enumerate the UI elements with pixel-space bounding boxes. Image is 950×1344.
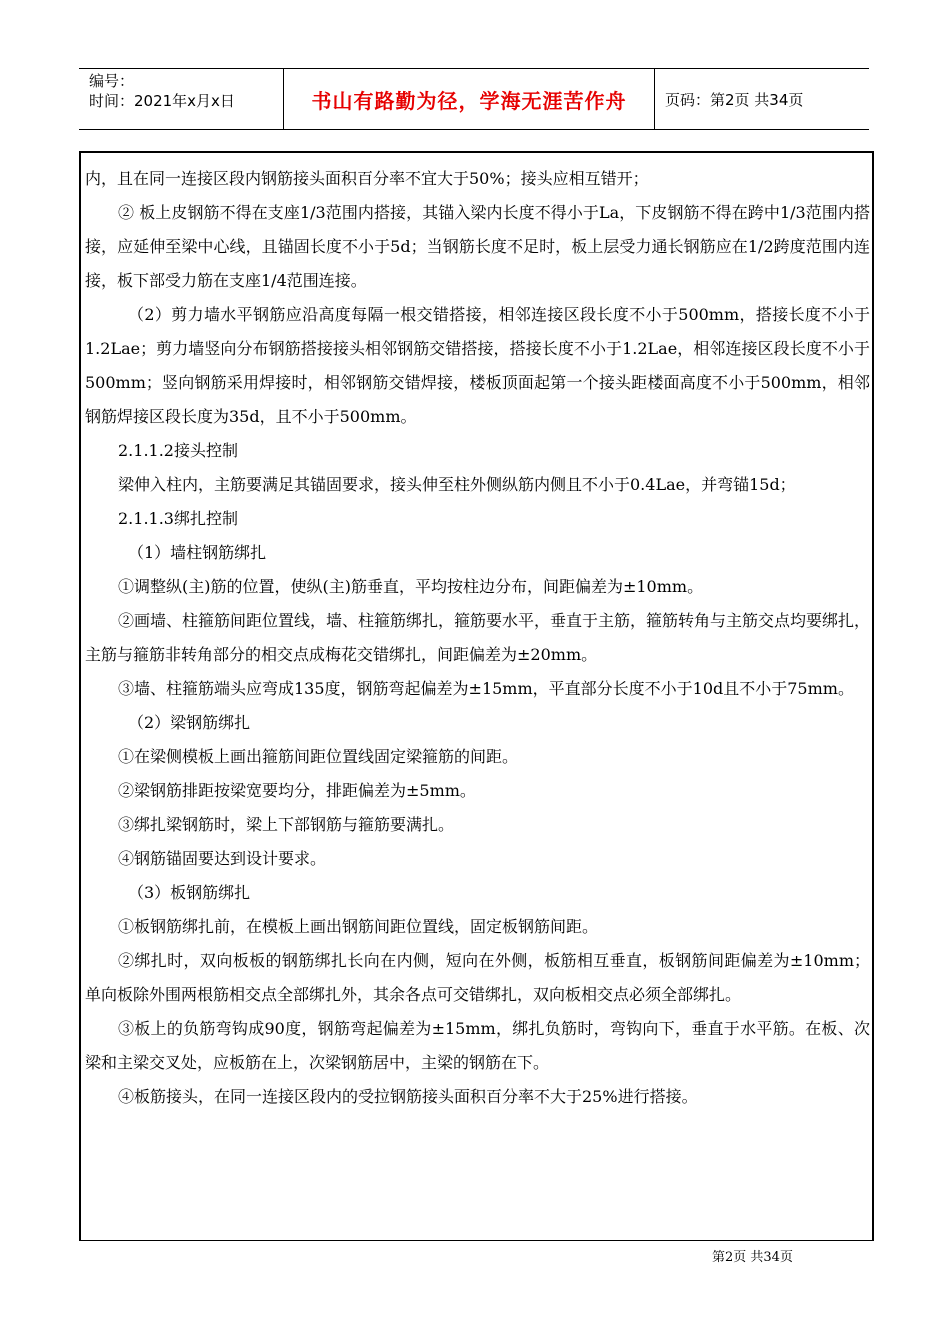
section-heading: 2.1.1.2接头控制 [118,441,238,460]
list-item: ④钢筋锚固要达到设计要求。 [118,849,327,868]
list-item: ③绑扎梁钢筋时，梁上下部钢筋与箍筋要满扎。 [118,815,455,834]
subsection-heading: （3）板钢筋绑扎 [128,883,251,902]
list-item: ④板筋接头，在同一连接区段内的受拉钢筋接头面积百分率不大于25%进行搭接。 [118,1087,698,1106]
list-item: ③墙、柱箍筋端头应弯成135度，钢筋弯起偏差为±15mm，平直部分长度不小于10d且不小于75mm。 [118,679,854,698]
list-item: ③板上的负筋弯钩成90度，钢筋弯起偏差为±15mm，绑扎负筋时，弯钩向下，垂直于水平筋。在板、次梁和主梁交叉处，应板筋在上，次梁钢筋居中，主梁的钢筋在下。 [85,1019,870,1072]
list-item: ①板钢筋绑扎前，在模板上画出钢筋间距位置线，固定板钢筋间距。 [118,917,599,936]
paragraph: （2）剪力墙水平钢筋应沿高度每隔一根交错搭接，相邻连接区段长度不小于500mm，搭接长度不小于1.2Lae；剪力墙竖向分布钢筋搭接接头相邻钢筋交错搭接，搭接长度不小于1.2Lae，相邻连接区段长度不小于500mm；竖向钢筋采用焊接时，相邻钢筋交错焊接，楼板顶面起第一个接头距楼面高度不小于500mm，相邻钢筋焊接区段长度为35d，且不小于500mm。 [85,305,870,426]
document-body [79,151,874,1241]
section-heading: 2.1.1.3绑扎控制 [118,509,238,528]
header-motto: 书山有路勤为径，学海无涯苦作舟 [283,69,655,129]
header-meta [79,69,283,129]
list-item: ①在梁侧模板上画出箍筋间距位置线固定梁箍筋的间距。 [118,747,519,766]
paragraph: 内，且在同一连接区段内钢筋接头面积百分率不宜大于50%；接头应相互错开； [85,169,649,188]
header-page-number: 页码：第2页 共34页 [665,90,804,109]
page-header [79,68,869,130]
subsection-heading: （2）梁钢筋绑扎 [128,713,251,732]
document-number-label: 编号： [89,72,135,90]
subsection-heading: （1）墙柱钢筋绑扎 [128,543,267,562]
paragraph: 梁伸入柱内，主筋要满足其锚固要求，接头伸至柱外侧纵筋内侧且不小于0.4Lae，并弯锚15d； [118,475,796,494]
list-item: ②绑扎时，双向板板的钢筋绑扎长向在内侧，短向在外侧，板筋相互垂直，板钢筋间距偏差为±10mm；单向板除外围两根筋相交点全部绑扎外，其余各点可交错绑扎，双向板相交点必须全部绑扎。 [85,951,870,1004]
list-item: ②梁钢筋排距按梁宽要均分，排距偏差为±5mm。 [118,781,476,800]
list-item: ①调整纵(主)筋的位置，使纵(主)筋垂直，平均按柱边分布，间距偏差为±10mm。 [118,577,704,596]
paragraph: ② 板上皮钢筋不得在支座1/3范围内搭接，其锚入梁内长度不得小于La，下皮钢筋不得在跨中1/3范围内搭接，应延伸至梁中心线，且锚固长度不小于5d；当钢筋长度不足时，板上层受力通长钢筋应在1/2跨度范围内连接，板下部受力筋在支座1/4范围连接。 [85,203,870,290]
document-date: 时间：2021年x月x日 [89,92,235,110]
list-item: ②画墙、柱箍筋间距位置线，墙、柱箍筋绑扎，箍筋要水平，垂直于主筋，箍筋转角与主筋交点均要绑扎，主筋与箍筋非转角部分的相交点成梅花交错绑扎，间距偏差为±20mm。 [85,611,871,664]
page-footer: 第2页 共34页 [712,1250,793,1265]
